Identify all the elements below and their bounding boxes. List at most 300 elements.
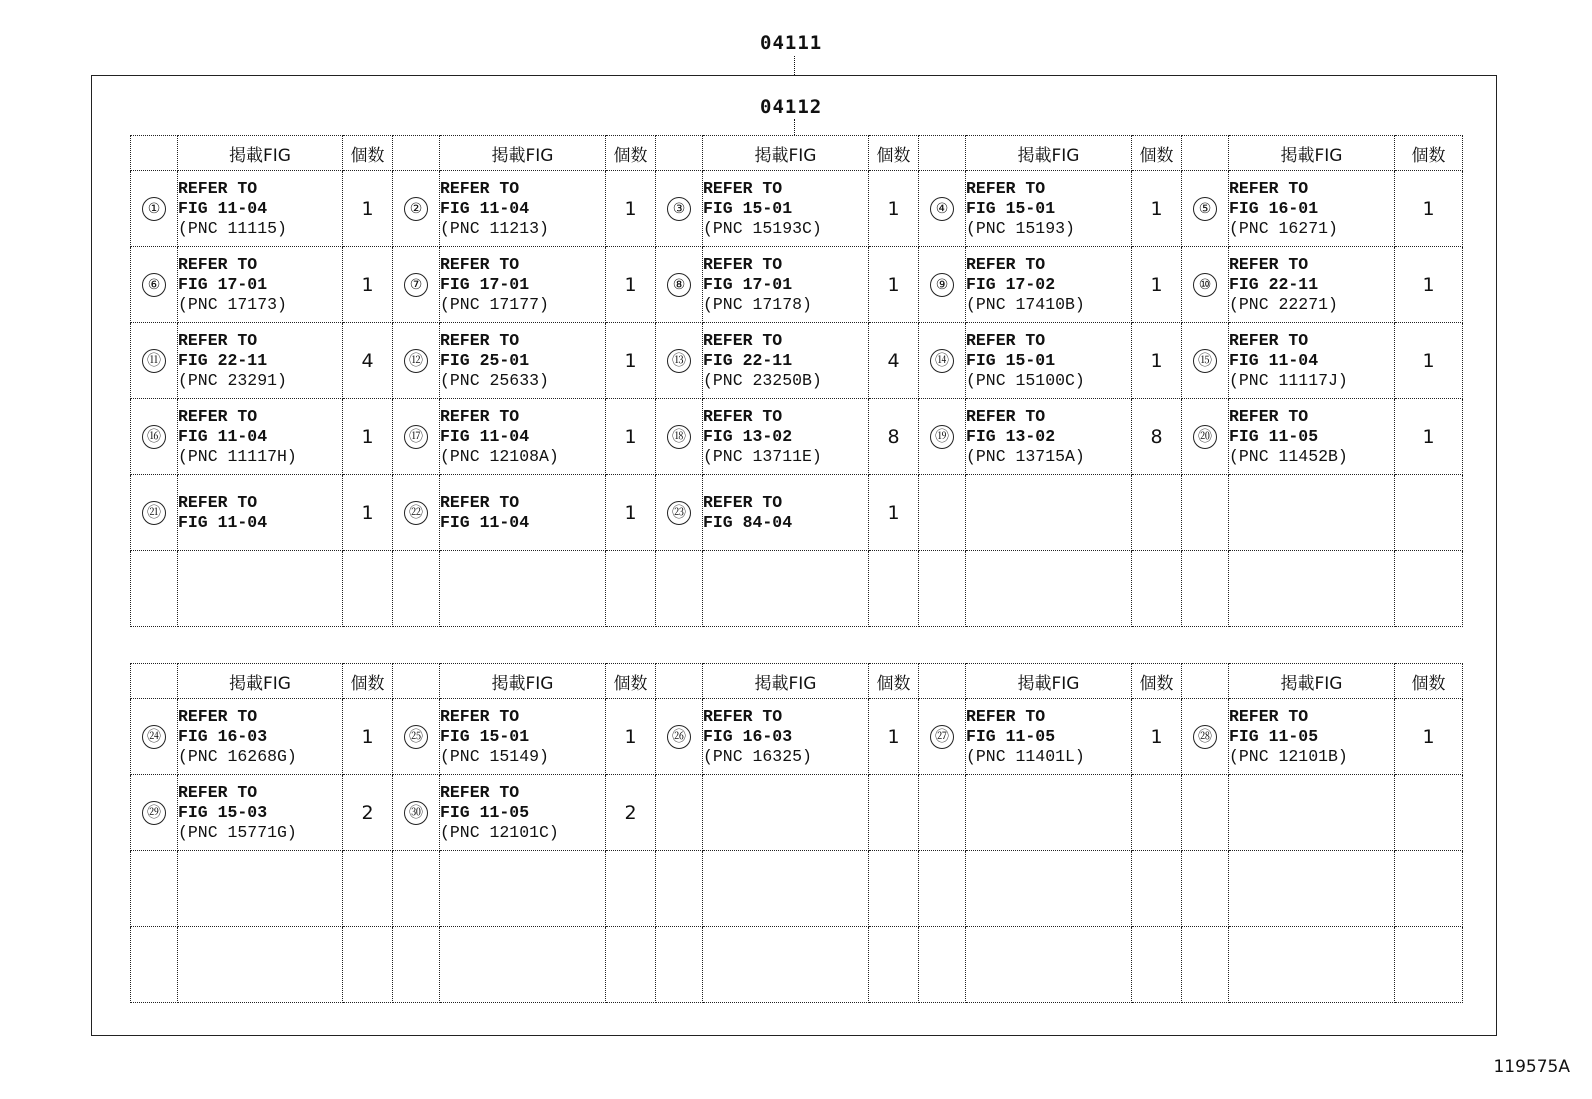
reference-cell bbox=[966, 699, 1132, 775]
quantity-cell bbox=[869, 699, 919, 775]
item-number-cell bbox=[919, 475, 966, 551]
item-number-circle: ㉒ bbox=[404, 501, 428, 525]
quantity-value: 1 bbox=[361, 501, 374, 524]
header-blank-cell bbox=[656, 136, 703, 171]
item-number-cell bbox=[393, 551, 440, 627]
reference-cell bbox=[966, 851, 1132, 927]
item-number-cell bbox=[393, 851, 440, 927]
fig-number-text: FIG 15-01 bbox=[440, 726, 530, 746]
quantity-cell bbox=[343, 399, 393, 475]
item-number-circle: ㉔ bbox=[142, 725, 166, 749]
pnc-text: (PNC 11213) bbox=[440, 218, 549, 238]
pnc-text: (PNC 23291) bbox=[178, 370, 287, 390]
reference-cell bbox=[703, 551, 869, 627]
quantity-cell bbox=[869, 927, 919, 1003]
reference-cell bbox=[1229, 699, 1395, 775]
pnc-text: (PNC 25633) bbox=[440, 370, 549, 390]
quantity-cell bbox=[869, 323, 919, 399]
table-row bbox=[131, 247, 1463, 323]
quantity-cell bbox=[869, 399, 919, 475]
reference-cell bbox=[178, 775, 343, 851]
pnc-text: (PNC 23250B) bbox=[703, 370, 822, 390]
quantity-value: 1 bbox=[1422, 273, 1435, 296]
quantity-cell bbox=[343, 699, 393, 775]
item-number-cell bbox=[1182, 551, 1229, 627]
item-number-cell bbox=[393, 475, 440, 551]
reference-cell bbox=[966, 399, 1132, 475]
reference-cell bbox=[178, 475, 343, 551]
quantity-cell bbox=[606, 399, 656, 475]
reference-cell bbox=[440, 247, 606, 323]
quantity-cell bbox=[1132, 775, 1182, 851]
quantity-cell bbox=[343, 927, 393, 1003]
reference-cell bbox=[1229, 551, 1395, 627]
refer-to-text: REFER TO bbox=[178, 782, 258, 802]
quantity-value: 1 bbox=[361, 197, 374, 220]
fig-number-text: FIG 11-04 bbox=[178, 198, 268, 218]
item-number-cell bbox=[131, 927, 178, 1003]
fig-number-text: FIG 11-04 bbox=[440, 198, 530, 218]
header-fig-label: 掲載FIG bbox=[1229, 136, 1395, 171]
item-number-cell bbox=[1182, 775, 1229, 851]
quantity-cell bbox=[1395, 323, 1463, 399]
refer-to-text: REFER TO bbox=[703, 406, 783, 426]
item-number-cell bbox=[1182, 699, 1229, 775]
quantity-cell bbox=[1132, 699, 1182, 775]
header-fig-label: 掲載FIG bbox=[966, 136, 1132, 171]
callout-04112: 04112 bbox=[760, 96, 823, 118]
refer-to-text: REFER TO bbox=[703, 330, 783, 350]
refer-to-text: REFER TO bbox=[1229, 330, 1309, 350]
figure-number: 119575A bbox=[1493, 1057, 1570, 1077]
refer-to-text: REFER TO bbox=[966, 330, 1046, 350]
header-fig-label: 掲載FIG bbox=[440, 136, 606, 171]
quantity-cell bbox=[869, 247, 919, 323]
fig-number-text: FIG 13-02 bbox=[966, 426, 1056, 446]
refer-to-text: REFER TO bbox=[440, 406, 520, 426]
item-number-cell bbox=[131, 851, 178, 927]
reference-cell bbox=[440, 171, 606, 247]
reference-cell bbox=[966, 323, 1132, 399]
pnc-text: (PNC 17410B) bbox=[966, 294, 1085, 314]
reference-cell bbox=[178, 323, 343, 399]
pnc-text: (PNC 15100C) bbox=[966, 370, 1085, 390]
header-qty-label: 個数 bbox=[1132, 136, 1182, 171]
table-row bbox=[131, 775, 1463, 851]
quantity-cell bbox=[1395, 171, 1463, 247]
quantity-cell bbox=[1395, 927, 1463, 1003]
quantity-value: 1 bbox=[624, 273, 637, 296]
fig-number-text: FIG 11-04 bbox=[440, 426, 530, 446]
item-number-cell bbox=[393, 699, 440, 775]
reference-cell bbox=[1229, 927, 1395, 1003]
item-number-cell bbox=[656, 475, 703, 551]
refer-to-text: REFER TO bbox=[966, 254, 1046, 274]
header-fig-label: 掲載FIG bbox=[966, 664, 1132, 699]
reference-cell bbox=[178, 551, 343, 627]
item-number-cell bbox=[919, 851, 966, 927]
header-fig-label: 掲載FIG bbox=[440, 664, 606, 699]
pnc-text: (PNC 12101B) bbox=[1229, 746, 1348, 766]
item-number-circle: ㉙ bbox=[142, 801, 166, 825]
item-number-cell bbox=[1182, 323, 1229, 399]
item-number-cell bbox=[393, 775, 440, 851]
leader-line-04112 bbox=[794, 119, 795, 135]
item-number-cell bbox=[1182, 475, 1229, 551]
quantity-cell bbox=[606, 171, 656, 247]
header-fig-label: 掲載FIG bbox=[178, 664, 343, 699]
reference-cell bbox=[440, 775, 606, 851]
pnc-text: (PNC 17177) bbox=[440, 294, 549, 314]
reference-cell bbox=[440, 399, 606, 475]
item-number-cell bbox=[656, 247, 703, 323]
fig-number-text: FIG 22-11 bbox=[1229, 274, 1319, 294]
fig-number-text: FIG 15-01 bbox=[966, 198, 1056, 218]
item-number-cell bbox=[393, 171, 440, 247]
quantity-value: 1 bbox=[361, 725, 374, 748]
fig-number-text: FIG 17-01 bbox=[440, 274, 530, 294]
quantity-value: 8 bbox=[1150, 425, 1163, 448]
quantity-cell bbox=[606, 551, 656, 627]
fig-number-text: FIG 22-11 bbox=[178, 350, 268, 370]
refer-to-text: REFER TO bbox=[178, 254, 258, 274]
fig-number-text: FIG 13-02 bbox=[703, 426, 793, 446]
quantity-cell bbox=[1132, 551, 1182, 627]
reference-cell bbox=[1229, 399, 1395, 475]
item-number-cell bbox=[131, 323, 178, 399]
item-number-cell bbox=[393, 927, 440, 1003]
item-number-cell bbox=[656, 775, 703, 851]
reference-cell bbox=[966, 551, 1132, 627]
quantity-value: 1 bbox=[1150, 725, 1163, 748]
item-number-circle: ⑤ bbox=[1193, 197, 1217, 221]
pnc-text: (PNC 16268G) bbox=[178, 746, 297, 766]
reference-cell bbox=[703, 247, 869, 323]
item-number-circle: ⑰ bbox=[404, 425, 428, 449]
header-qty-label: 個数 bbox=[869, 136, 919, 171]
table-row bbox=[131, 171, 1463, 247]
fig-number-text: FIG 17-02 bbox=[966, 274, 1056, 294]
refer-to-text: REFER TO bbox=[1229, 178, 1309, 198]
reference-cell bbox=[440, 475, 606, 551]
item-number-circle: ⑦ bbox=[404, 273, 428, 297]
pnc-text: (PNC 11115) bbox=[178, 218, 287, 238]
reference-cell bbox=[703, 323, 869, 399]
quantity-value: 2 bbox=[624, 801, 637, 824]
refer-to-text: REFER TO bbox=[1229, 706, 1309, 726]
refer-to-text: REFER TO bbox=[440, 706, 520, 726]
table-row bbox=[131, 551, 1463, 627]
item-number-cell bbox=[131, 475, 178, 551]
quantity-cell bbox=[606, 927, 656, 1003]
refer-to-text: REFER TO bbox=[703, 178, 783, 198]
refer-to-text: REFER TO bbox=[703, 706, 783, 726]
fig-number-text: FIG 11-05 bbox=[1229, 726, 1319, 746]
refer-to-text: REFER TO bbox=[966, 178, 1046, 198]
refer-to-text: REFER TO bbox=[178, 330, 258, 350]
pnc-text: (PNC 17178) bbox=[703, 294, 812, 314]
item-number-cell bbox=[919, 551, 966, 627]
quantity-cell bbox=[343, 775, 393, 851]
reference-cell bbox=[178, 927, 343, 1003]
reference-cell bbox=[178, 399, 343, 475]
pnc-text: (PNC 15193) bbox=[966, 218, 1075, 238]
quantity-cell bbox=[606, 323, 656, 399]
table-row bbox=[131, 475, 1463, 551]
header-blank-cell bbox=[131, 136, 178, 171]
reference-cell bbox=[703, 775, 869, 851]
item-number-circle: ⑭ bbox=[930, 349, 954, 373]
reference-cell bbox=[440, 927, 606, 1003]
quantity-value: 1 bbox=[1422, 197, 1435, 220]
refer-to-text: REFER TO bbox=[966, 706, 1046, 726]
quantity-value: 1 bbox=[887, 501, 900, 524]
pnc-text: (PNC 16271) bbox=[1229, 218, 1338, 238]
reference-cell bbox=[440, 851, 606, 927]
header-row bbox=[131, 136, 1463, 171]
item-number-circle: ⑲ bbox=[930, 425, 954, 449]
header-qty-label: 個数 bbox=[606, 664, 656, 699]
reference-cell bbox=[1229, 851, 1395, 927]
quantity-value: 4 bbox=[361, 349, 374, 372]
table-row bbox=[131, 323, 1463, 399]
item-number-circle: ① bbox=[142, 197, 166, 221]
fig-number-text: FIG 25-01 bbox=[440, 350, 530, 370]
item-number-circle: ㉑ bbox=[142, 501, 166, 525]
header-qty-label: 個数 bbox=[1395, 136, 1463, 171]
item-number-cell bbox=[656, 699, 703, 775]
fig-number-text: FIG 11-05 bbox=[1229, 426, 1319, 446]
item-number-circle: ⑱ bbox=[667, 425, 691, 449]
item-number-cell bbox=[131, 171, 178, 247]
header-blank-cell bbox=[919, 136, 966, 171]
pnc-text: (PNC 15771G) bbox=[178, 822, 297, 842]
item-number-cell bbox=[656, 399, 703, 475]
pnc-text: (PNC 16325) bbox=[703, 746, 812, 766]
reference-cell bbox=[178, 171, 343, 247]
quantity-value: 1 bbox=[624, 197, 637, 220]
reference-cell bbox=[440, 323, 606, 399]
reference-cell bbox=[703, 475, 869, 551]
pnc-text: (PNC 15149) bbox=[440, 746, 549, 766]
quantity-value: 1 bbox=[624, 349, 637, 372]
quantity-cell bbox=[343, 551, 393, 627]
item-number-cell bbox=[919, 323, 966, 399]
pnc-text: (PNC 15193C) bbox=[703, 218, 822, 238]
reference-cell bbox=[966, 247, 1132, 323]
table-row bbox=[131, 927, 1463, 1003]
leader-line-04111 bbox=[794, 56, 795, 75]
item-number-cell bbox=[919, 699, 966, 775]
quantity-cell bbox=[1395, 475, 1463, 551]
item-number-cell bbox=[131, 699, 178, 775]
quantity-value: 1 bbox=[887, 273, 900, 296]
quantity-cell bbox=[869, 775, 919, 851]
quantity-cell bbox=[1395, 551, 1463, 627]
quantity-cell bbox=[343, 851, 393, 927]
item-number-circle: ㉕ bbox=[404, 725, 428, 749]
quantity-cell bbox=[343, 475, 393, 551]
item-number-cell bbox=[656, 551, 703, 627]
fig-number-text: FIG 11-05 bbox=[440, 802, 530, 822]
table-row bbox=[131, 699, 1463, 775]
pnc-text: (PNC 17173) bbox=[178, 294, 287, 314]
quantity-cell bbox=[1395, 851, 1463, 927]
header-blank-cell bbox=[1182, 664, 1229, 699]
reference-table-2 bbox=[130, 663, 1463, 1003]
refer-to-text: REFER TO bbox=[178, 406, 258, 426]
reference-cell bbox=[703, 171, 869, 247]
item-number-cell bbox=[393, 247, 440, 323]
quantity-value: 1 bbox=[1422, 349, 1435, 372]
callout-04111: 04111 bbox=[760, 32, 823, 54]
header-row bbox=[131, 664, 1463, 699]
item-number-cell bbox=[1182, 399, 1229, 475]
header-fig-label: 掲載FIG bbox=[703, 664, 869, 699]
quantity-cell bbox=[1132, 399, 1182, 475]
reference-cell bbox=[1229, 247, 1395, 323]
item-number-circle: ⑩ bbox=[1193, 273, 1217, 297]
reference-cell bbox=[966, 171, 1132, 247]
quantity-cell bbox=[606, 775, 656, 851]
item-number-cell bbox=[131, 551, 178, 627]
header-qty-label: 個数 bbox=[343, 664, 393, 699]
pnc-text: (PNC 12108A) bbox=[440, 446, 559, 466]
item-number-circle: ㉖ bbox=[667, 725, 691, 749]
fig-number-text: FIG 11-04 bbox=[1229, 350, 1319, 370]
item-number-circle: ④ bbox=[930, 197, 954, 221]
reference-cell bbox=[703, 699, 869, 775]
refer-to-text: REFER TO bbox=[1229, 254, 1309, 274]
item-number-cell bbox=[919, 775, 966, 851]
pnc-text: (PNC 12101C) bbox=[440, 822, 559, 842]
item-number-cell bbox=[919, 399, 966, 475]
quantity-cell bbox=[1132, 323, 1182, 399]
pnc-text: (PNC 13715A) bbox=[966, 446, 1085, 466]
item-number-circle: ㉓ bbox=[667, 501, 691, 525]
header-blank-cell bbox=[1182, 136, 1229, 171]
refer-to-text: REFER TO bbox=[440, 782, 520, 802]
item-number-circle: ⑥ bbox=[142, 273, 166, 297]
quantity-cell bbox=[1395, 247, 1463, 323]
quantity-value: 1 bbox=[624, 425, 637, 448]
quantity-cell bbox=[869, 851, 919, 927]
quantity-value: 1 bbox=[887, 725, 900, 748]
quantity-cell bbox=[1132, 851, 1182, 927]
quantity-cell bbox=[606, 475, 656, 551]
reference-cell bbox=[440, 551, 606, 627]
quantity-value: 1 bbox=[887, 197, 900, 220]
item-number-cell bbox=[656, 851, 703, 927]
fig-number-text: FIG 16-01 bbox=[1229, 198, 1319, 218]
reference-cell bbox=[1229, 323, 1395, 399]
item-number-cell bbox=[919, 247, 966, 323]
reference-cell bbox=[703, 399, 869, 475]
item-number-cell bbox=[919, 171, 966, 247]
quantity-value: 1 bbox=[624, 501, 637, 524]
reference-cell bbox=[178, 247, 343, 323]
quantity-value: 1 bbox=[361, 425, 374, 448]
quantity-value: 1 bbox=[624, 725, 637, 748]
quantity-value: 1 bbox=[1150, 273, 1163, 296]
item-number-cell bbox=[131, 775, 178, 851]
refer-to-text: REFER TO bbox=[440, 492, 520, 512]
quantity-cell bbox=[1395, 775, 1463, 851]
refer-to-text: REFER TO bbox=[440, 254, 520, 274]
item-number-cell bbox=[131, 399, 178, 475]
fig-number-text: FIG 17-01 bbox=[178, 274, 268, 294]
quantity-cell bbox=[1132, 171, 1182, 247]
item-number-cell bbox=[393, 323, 440, 399]
header-qty-label: 個数 bbox=[606, 136, 656, 171]
refer-to-text: REFER TO bbox=[966, 406, 1046, 426]
pnc-text: (PNC 11452B) bbox=[1229, 446, 1348, 466]
fig-number-text: FIG 15-03 bbox=[178, 802, 268, 822]
reference-cell bbox=[703, 851, 869, 927]
header-blank-cell bbox=[393, 664, 440, 699]
quantity-cell bbox=[343, 247, 393, 323]
quantity-cell bbox=[1132, 475, 1182, 551]
fig-number-text: FIG 16-03 bbox=[703, 726, 793, 746]
item-number-cell bbox=[1182, 927, 1229, 1003]
fig-number-text: FIG 15-01 bbox=[966, 350, 1056, 370]
table-row bbox=[131, 851, 1463, 927]
fig-number-text: FIG 11-04 bbox=[440, 512, 530, 532]
quantity-value: 1 bbox=[1150, 197, 1163, 220]
pnc-text: (PNC 13711E) bbox=[703, 446, 822, 466]
quantity-value: 1 bbox=[1150, 349, 1163, 372]
fig-number-text: FIG 17-01 bbox=[703, 274, 793, 294]
header-fig-label: 掲載FIG bbox=[178, 136, 343, 171]
item-number-circle: ⑧ bbox=[667, 273, 691, 297]
item-number-circle: ㉚ bbox=[404, 801, 428, 825]
reference-cell bbox=[966, 927, 1132, 1003]
fig-number-text: FIG 22-11 bbox=[703, 350, 793, 370]
quantity-cell bbox=[1395, 699, 1463, 775]
item-number-circle: ⑯ bbox=[142, 425, 166, 449]
quantity-cell bbox=[1132, 927, 1182, 1003]
pnc-text: (PNC 11401L) bbox=[966, 746, 1085, 766]
item-number-circle: ③ bbox=[667, 197, 691, 221]
reference-cell bbox=[440, 699, 606, 775]
item-number-circle: ⑬ bbox=[667, 349, 691, 373]
header-qty-label: 個数 bbox=[343, 136, 393, 171]
reference-cell bbox=[1229, 775, 1395, 851]
item-number-circle: ⑪ bbox=[142, 349, 166, 373]
quantity-value: 1 bbox=[1422, 425, 1435, 448]
pnc-text: (PNC 22271) bbox=[1229, 294, 1338, 314]
refer-to-text: REFER TO bbox=[178, 178, 258, 198]
quantity-cell bbox=[343, 323, 393, 399]
header-fig-label: 掲載FIG bbox=[703, 136, 869, 171]
refer-to-text: REFER TO bbox=[178, 706, 258, 726]
item-number-circle: ⑫ bbox=[404, 349, 428, 373]
fig-number-text: FIG 11-04 bbox=[178, 512, 268, 532]
reference-cell bbox=[966, 475, 1132, 551]
quantity-value: 2 bbox=[361, 801, 374, 824]
header-blank-cell bbox=[656, 664, 703, 699]
quantity-cell bbox=[343, 171, 393, 247]
quantity-value: 4 bbox=[887, 349, 900, 372]
quantity-cell bbox=[1132, 247, 1182, 323]
item-number-cell bbox=[131, 247, 178, 323]
header-qty-label: 個数 bbox=[869, 664, 919, 699]
fig-number-text: FIG 15-01 bbox=[703, 198, 793, 218]
refer-to-text: REFER TO bbox=[440, 178, 520, 198]
reference-cell bbox=[178, 699, 343, 775]
quantity-cell bbox=[1395, 399, 1463, 475]
header-qty-label: 個数 bbox=[1132, 664, 1182, 699]
